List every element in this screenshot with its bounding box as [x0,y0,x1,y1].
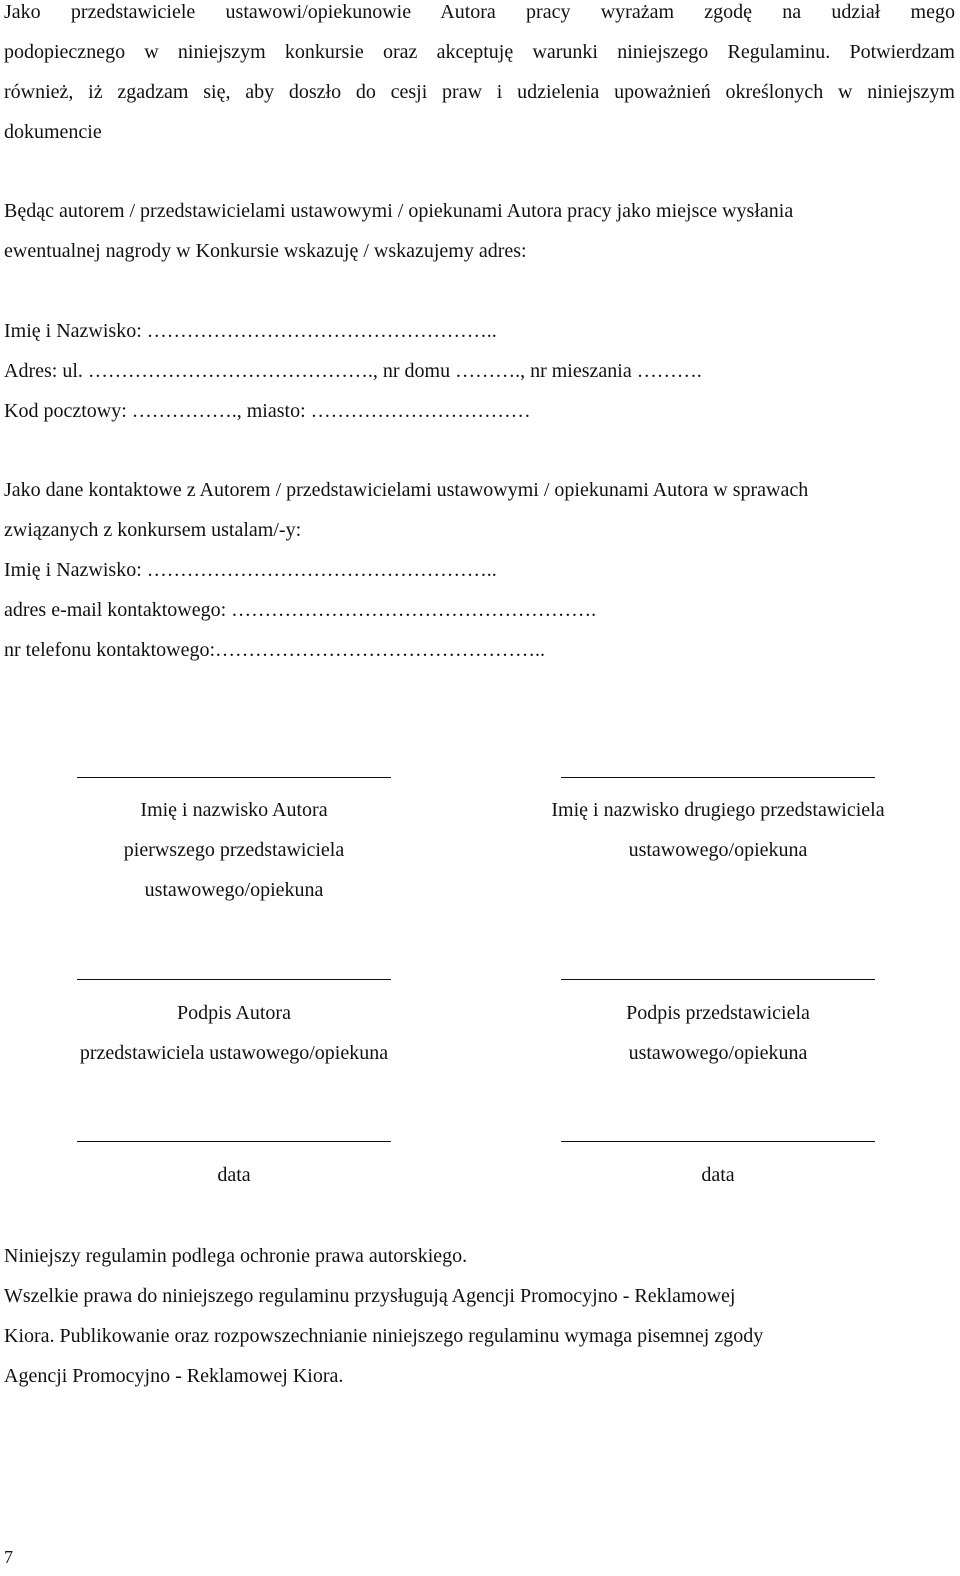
left-name-caption [34,790,434,910]
right-name-caption-line-1: Imię i nazwisko drugiego przedstawiciela [551,799,885,821]
contact-intro-line-2: związanych z konkursem ustalam/-y: [4,519,302,541]
left-date-caption: data [217,1164,251,1186]
address-postal-field: Kod pocztowy: ……………., miasto: …………………………… [4,400,531,422]
consent-line-4: dokumencie [4,121,102,143]
right-name-caption [498,790,938,870]
copyright-line-2: Wszelkie prawa do niniejszego regulaminu przysługują Agencji Promocyjno - Reklamowej [4,1285,736,1307]
right-sign-signature-line [561,979,875,980]
right-date-caption: data [701,1164,735,1186]
left-sign-caption [34,993,434,1073]
address-street-field: Adres: ul. ……………………………………., nr domu ………., nr mieszania ………. [4,360,702,382]
right-sign-caption-line-2: ustawowego/opiekuna [628,1042,808,1064]
consent-line-1: Jako przedstawiciele ustawowi/opiekunowie Autora pracy wyrażam zgodę na udział mego [4,1,955,23]
right-sign-caption-line-1: Podpis przedstawiciela [626,1002,810,1024]
left-name-caption-line-1: Imię i nazwisko Autora [140,799,328,821]
contact-name-field: Imię i Nazwisko: …………………………………………….. [4,559,497,581]
left-name-signature-line [77,777,391,778]
address-intro-line-2: ewentualnej nagrody w Konkursie wskazuję / wskazujemy adres: [4,240,527,262]
left-sign-signature-line [77,979,391,980]
left-sign-caption-line-2: przedstawiciela ustawowego/opiekuna [79,1042,389,1064]
copyright-line-3: Kiora. Publikowanie oraz rozpowszechnianie niniejszego regulaminu wymaga pisemnej zgody [4,1325,764,1347]
contact-phone-field: nr telefonu kontaktowego:………………………………………….. [4,639,546,661]
left-name-caption-line-3: ustawowego/opiekuna [144,879,324,901]
consent-line-3: również, iż zgadzam się, aby doszło do cesji praw i udzielenia upoważnień określonych w niniejszym [4,81,955,103]
left-name-caption-line-2: pierwszego przedstawiciela [123,839,345,861]
contact-intro-line-1: Jako dane kontaktowe z Autorem / przedstawicielami ustawowymi / opiekunami Autora w sprawach [4,479,809,501]
contact-email-field: adres e-mail kontaktowego: ………………………………………………. [4,599,597,621]
page-number: 7 [4,1547,13,1567]
address-name-field: Imię i Nazwisko: …………………………………………….. [4,320,497,342]
left-sign-caption-line-1: Podpis Autora [177,1002,291,1024]
consent-line-2: podopiecznego w niniejszym konkursie oraz akceptuję warunki niniejszego Regulaminu. Potwierdzam [4,41,955,63]
copyright-line-4: Agencji Promocyjno - Reklamowej Kiora. [4,1365,344,1387]
right-name-signature-line [561,777,875,778]
address-intro-line-1: Będąc autorem / przedstawicielami ustawowymi / opiekunami Autora pracy jako miejsce wysłania [4,200,794,222]
copyright-line-1: Niniejszy regulamin podlega ochronie prawa autorskiego. [4,1245,468,1267]
left-date-signature-line [77,1141,391,1142]
right-sign-caption [518,993,918,1073]
right-date-signature-line [561,1141,875,1142]
right-name-caption-line-2: ustawowego/opiekuna [628,839,808,861]
